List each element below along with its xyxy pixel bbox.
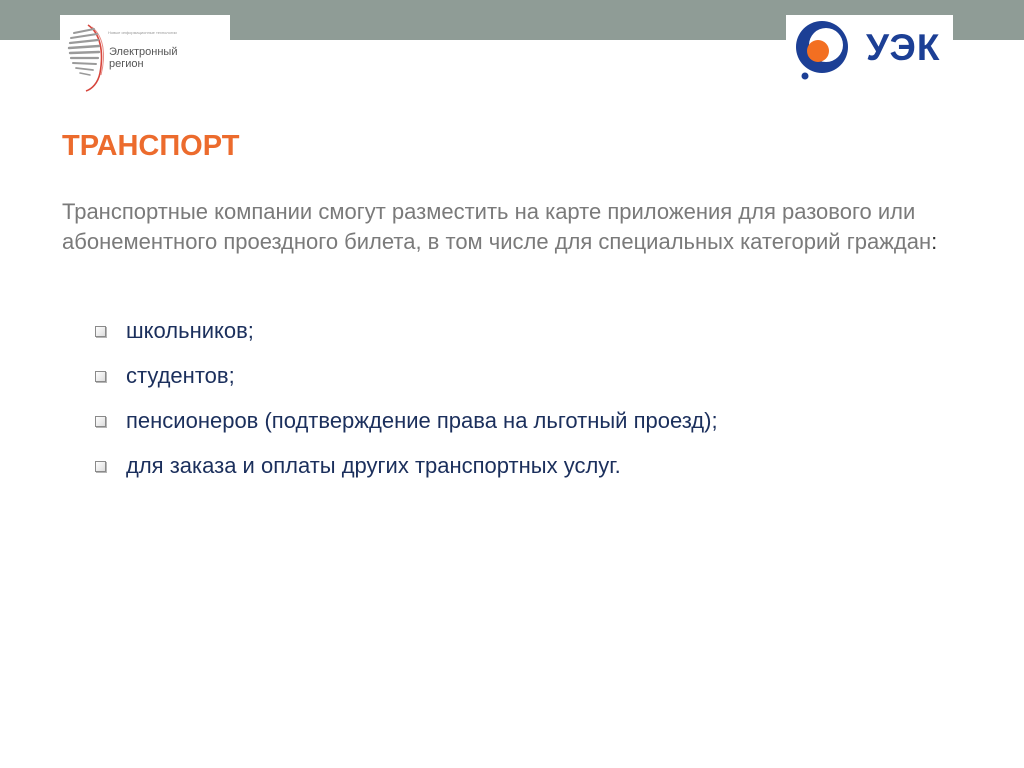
- bullet-text: для заказа и оплаты других транспортных услуг.: [126, 453, 621, 478]
- intro-text: Транспортные компании смогут разместить на карте приложения для разового или абонементного проездного билета, в том числе для специальных категорий граждан: [62, 199, 932, 254]
- logo-title-line1: Электронный: [109, 46, 178, 58]
- bullet-text: школьников;: [126, 318, 254, 343]
- bullet-text: студентов;: [126, 363, 235, 388]
- uek-logo-text: УЭК: [866, 27, 941, 68]
- square-bullet-icon: [95, 461, 106, 472]
- intro-colon: :: [931, 229, 938, 254]
- bullet-list: [95, 316, 718, 496]
- bullet-item: [95, 316, 718, 361]
- intro-paragraph: [62, 197, 962, 257]
- uek-logo: [786, 15, 953, 83]
- bullet-item: [95, 406, 718, 451]
- bullet-text: пенсионеров (подтверждение права на льготный проезд);: [126, 408, 718, 433]
- electronic-region-logo: [60, 15, 230, 95]
- bullet-item: [95, 451, 718, 496]
- square-bullet-icon: [95, 371, 106, 382]
- logo-small-caption: Новые информационные технологии: [108, 30, 177, 35]
- bullet-item: [95, 361, 718, 406]
- logo-title-line2: регион: [109, 58, 144, 70]
- square-bullet-icon: [95, 326, 106, 337]
- square-bullet-icon: [95, 416, 106, 427]
- slide-title: ТРАНСПОРТ: [62, 130, 240, 162]
